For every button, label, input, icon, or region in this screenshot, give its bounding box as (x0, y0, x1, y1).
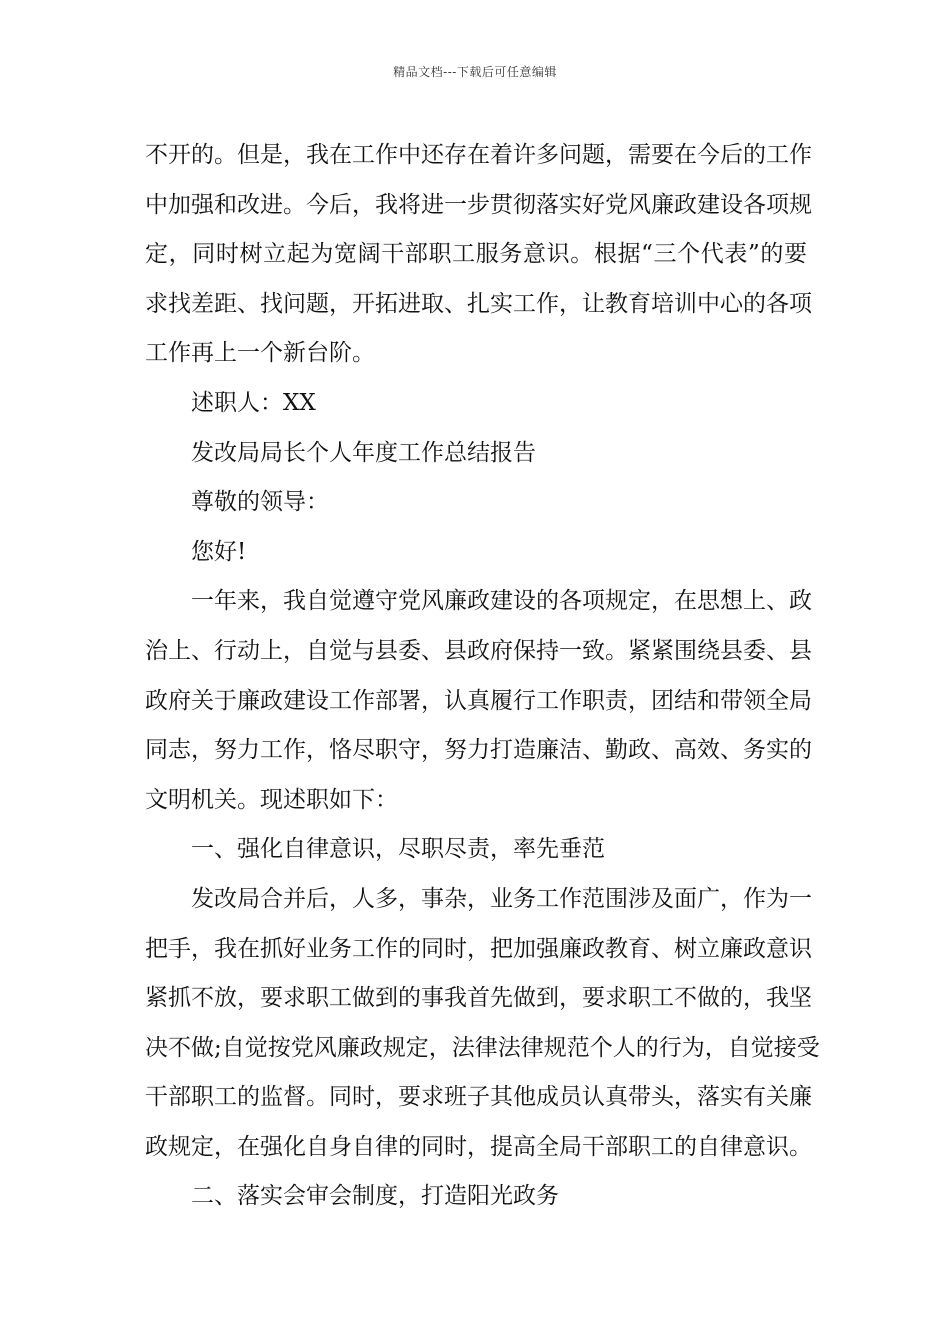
text-line: 把手，我在抓好业务工作的同时，把加强廉政教育、树立廉政意识 (145, 935, 812, 962)
salutation: 尊敬的领导： (191, 489, 329, 516)
greeting: 您好! (191, 538, 247, 565)
section-heading: 二、落实会审会制度，打造阳光政务 (191, 1183, 559, 1210)
text-line: 工作再上一个新台阶。 (145, 340, 375, 367)
text-line: 政规定，在强化自身自律的同时，提高全局干部职工的自律意识。 (145, 1133, 812, 1160)
text-line: 发改局合并后，人多，事杂，业务工作范围涉及面广，作为一 (191, 885, 812, 912)
text-line: 紧抓不放，要求职工做到的事我首先做到，要求职工不做的，我坚 (145, 985, 812, 1012)
text-line: 文明机关。现述职如下： (145, 786, 398, 813)
report-title: 发改局局长个人年度工作总结报告 (191, 439, 536, 466)
text-line: 决不做;自觉按党风廉政规定，法律法律规范个人的行为，自觉接受 (145, 1034, 820, 1061)
text-line: 治上、行动上，自觉与县委、县政府保持一致。紧紧围绕县委、县 (145, 637, 812, 664)
text-line: 同志，努力工作，恪尽职守，努力打造廉洁、勤政、高效、务实的 (145, 737, 812, 764)
text-line: 干部职工的监督。同时，要求班子其他成员认真带头，落实有关廉 (145, 1084, 812, 1111)
text-line: 政府关于廉政建设工作部署，认真履行工作职责，团结和带领全局 (145, 687, 812, 714)
document-body (145, 131, 820, 1222)
page-header: 精品文档---下载后可任意编辑 (393, 65, 557, 79)
text-line: 求找差距、找问题，开拓进取、扎实工作，让教育培训中心的各项 (145, 290, 812, 317)
section-heading: 一、强化自律意识，尽职尽责，率先垂范 (191, 836, 605, 863)
text-line: 一年来，我自觉遵守党风廉政建设的各项规定，在思想上、政 (191, 588, 812, 615)
signature-line: 述职人：XX (191, 389, 316, 416)
text-line: 定，同时树立起为宽阔干部职工服务意识。根据“三个代表”的要 (145, 241, 807, 268)
text-line: 中加强和改进。今后，我将进一步贯彻落实好党风廉政建设各项规 (145, 191, 812, 218)
text-line: 不开的。但是，我在工作中还存在着许多问题，需要在今后的工作 (145, 142, 812, 168)
